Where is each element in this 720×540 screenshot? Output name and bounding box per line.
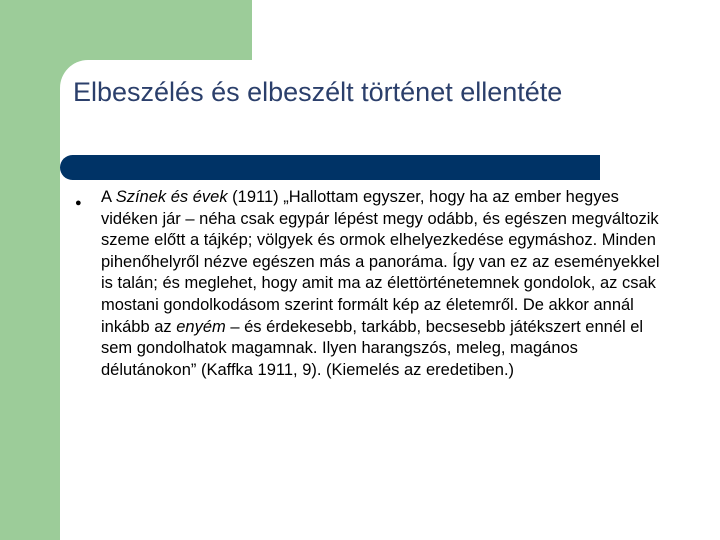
quote-paragraph <box>101 187 671 381</box>
quote-text-part2: (1911) „Hallottam egyszer, hogy ha az ember hegyes vidéken jár – néha csak egypár lépést megy odább, és egészen megváltozik szeme előtt a tájkép; völgyek és ormok elhelyezkedése egymáshoz. Minden pihenőhelyről nézve egészen más a panoráma. Így van ez az eseményekkel is talán; és meglehet, hogy amit ma az élettörténetemnek gondolok, az csak mostani gondolkodásom szerint formált kép az életemről. De akkor annál inkább az <box>101 188 660 336</box>
slide-title: Elbeszélés és elbeszélt történet ellentéte <box>73 77 563 107</box>
quote-italic-title: Színek és évek <box>115 188 228 206</box>
title-divider-bar <box>60 155 600 180</box>
quote-text-part3: – és érdekesebb, tarkább, becsesebb játékszert ennél el sem gondolhatok magamnak. Ilyen harangszós, meleg, magános délutánokon” (Kaffka 1911, 9). (Kiemelés az eredetiben.) <box>101 317 644 379</box>
quote-text-part1: A <box>101 188 116 206</box>
quote-italic-enyem: enyém <box>176 317 226 336</box>
bullet-icon: ● <box>75 197 82 209</box>
